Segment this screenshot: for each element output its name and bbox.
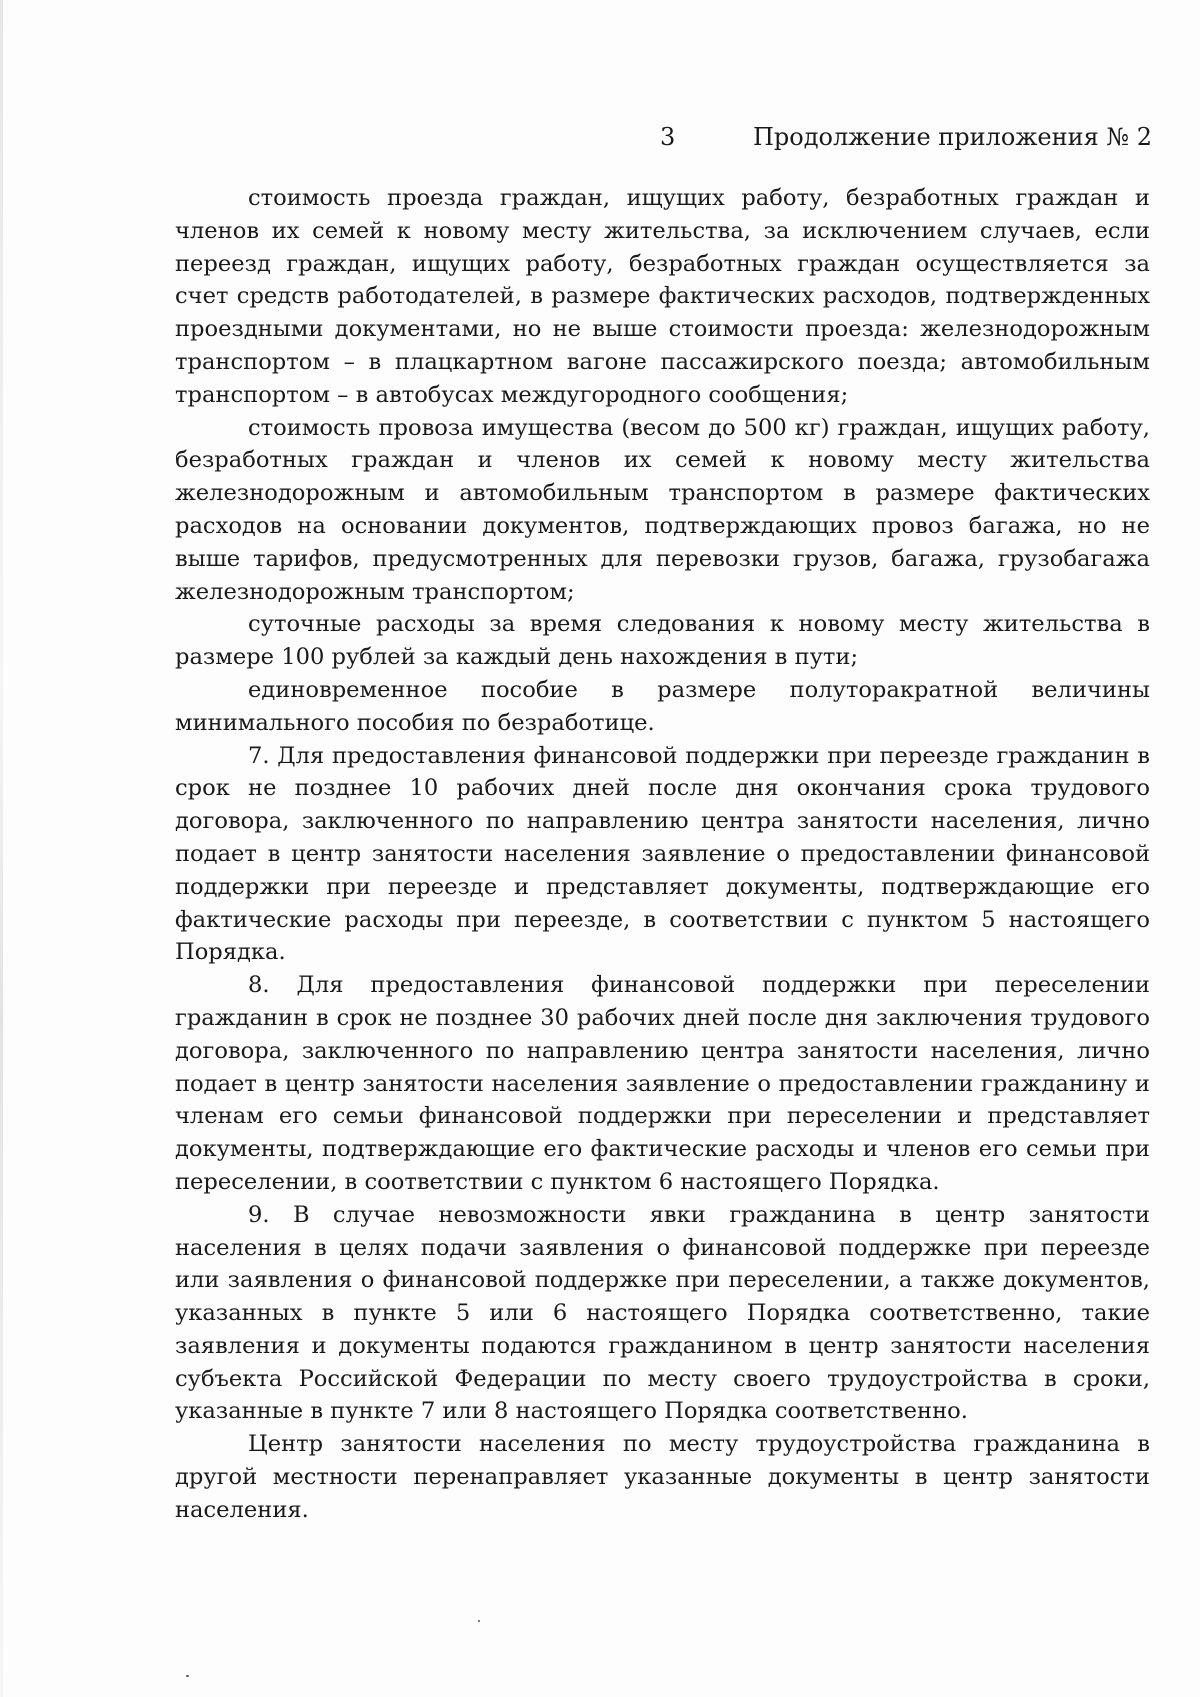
paragraph-item-9: 9. В случае невозможности явки гражданина в центр занятости населения в целях подачи заявления о финансовой поддержке при переезде или заявления о финансовой поддержке при переселении, а также документов, указанных в пункте 5 или 6 настоящего Порядка соответственно, такие заявления и документы подаются гражданином в центр занятости населения субъекта Российской Федерации по месту своего трудоустройства в сроки, указанные в пункте 7 или 8 настоящего Порядка соответственно. — [175, 1201, 1150, 1425]
document-body — [175, 182, 1150, 1527]
scan-speck — [186, 1675, 189, 1677]
paragraph-item-8: 8. Для предоставления финансовой поддержки при переселении гражданин в срок не позднее 30 рабочих дней после дня заключения трудового договора, заключенного по направлению центра занятости населения, лично подает в центр занятости населения заявление о предоставлении гражданину и членам его семьи финансовой поддержки при переселении и представляет документы, подтверждающие его фактические расходы и членов его семьи при переселении, в соответствии с пунктом 6 настоящего Порядка. — [175, 972, 1150, 1195]
paragraph-item-7: 7. Для предоставления финансовой поддержки при переезде гражданин в срок не позднее 10 рабочих дней после дня окончания срока трудового договора, заключенного по направлению центра занятости населения, лично подает в центр занятости населения заявление о предоставлении финансовой поддержки при переезде и представляет документы, подтверждающие его фактические расходы при переезде, в соответствии с пунктом 5 настоящего Порядка. — [175, 742, 1150, 966]
paragraph-travel-cost: стоимость проезда граждан, ищущих работу, безработных граждан и членов их семей к новому месту жительства, за исключением случаев, если переезд граждан, ищущих работу, безработных граждан осуществляется за счет средств работодателей, в размере фактических расходов, подтвержденных проездными документами, но не выше стоимости проезда: железнодорожным транспортом – в плацкартном вагоне пассажирского поезда; автомобильным транспортом – в автобусах междугородного сообщения; — [175, 185, 1150, 408]
paragraph-redirect: Центр занятости населения по месту трудоустройства гражданина в другой местности перенаправляет указанные документы в центр занятости населения. — [175, 1431, 1150, 1523]
scan-edge-shadow — [0, 0, 3, 1697]
paragraph-property-transport: стоимость провоза имущества (весом до 500 кг) граждан, ищущих работу, безработных граждан и членов их семей к новому месту жительства железнодорожным и автомобильным транспортом в размере фактических расходов на основании документов, подтверждающих провоз багажа, но не выше тарифов, предусмотренных для перевозки грузов, багажа, грузобагажа железнодорожным транспортом; — [175, 414, 1150, 605]
running-header: Продолжение приложения № 2 — [752, 123, 1152, 151]
scan-speck — [478, 1620, 480, 1622]
paragraph-lump-sum: единовременное пособие в размере полуторакратной величины минимального пособия по безработице. — [175, 676, 1150, 736]
paragraph-daily-expenses: суточные расходы за время следования к новому месту жительства в размере 100 рублей за каждый день нахождения в пути; — [175, 611, 1150, 671]
page-number: 3 — [660, 123, 676, 151]
